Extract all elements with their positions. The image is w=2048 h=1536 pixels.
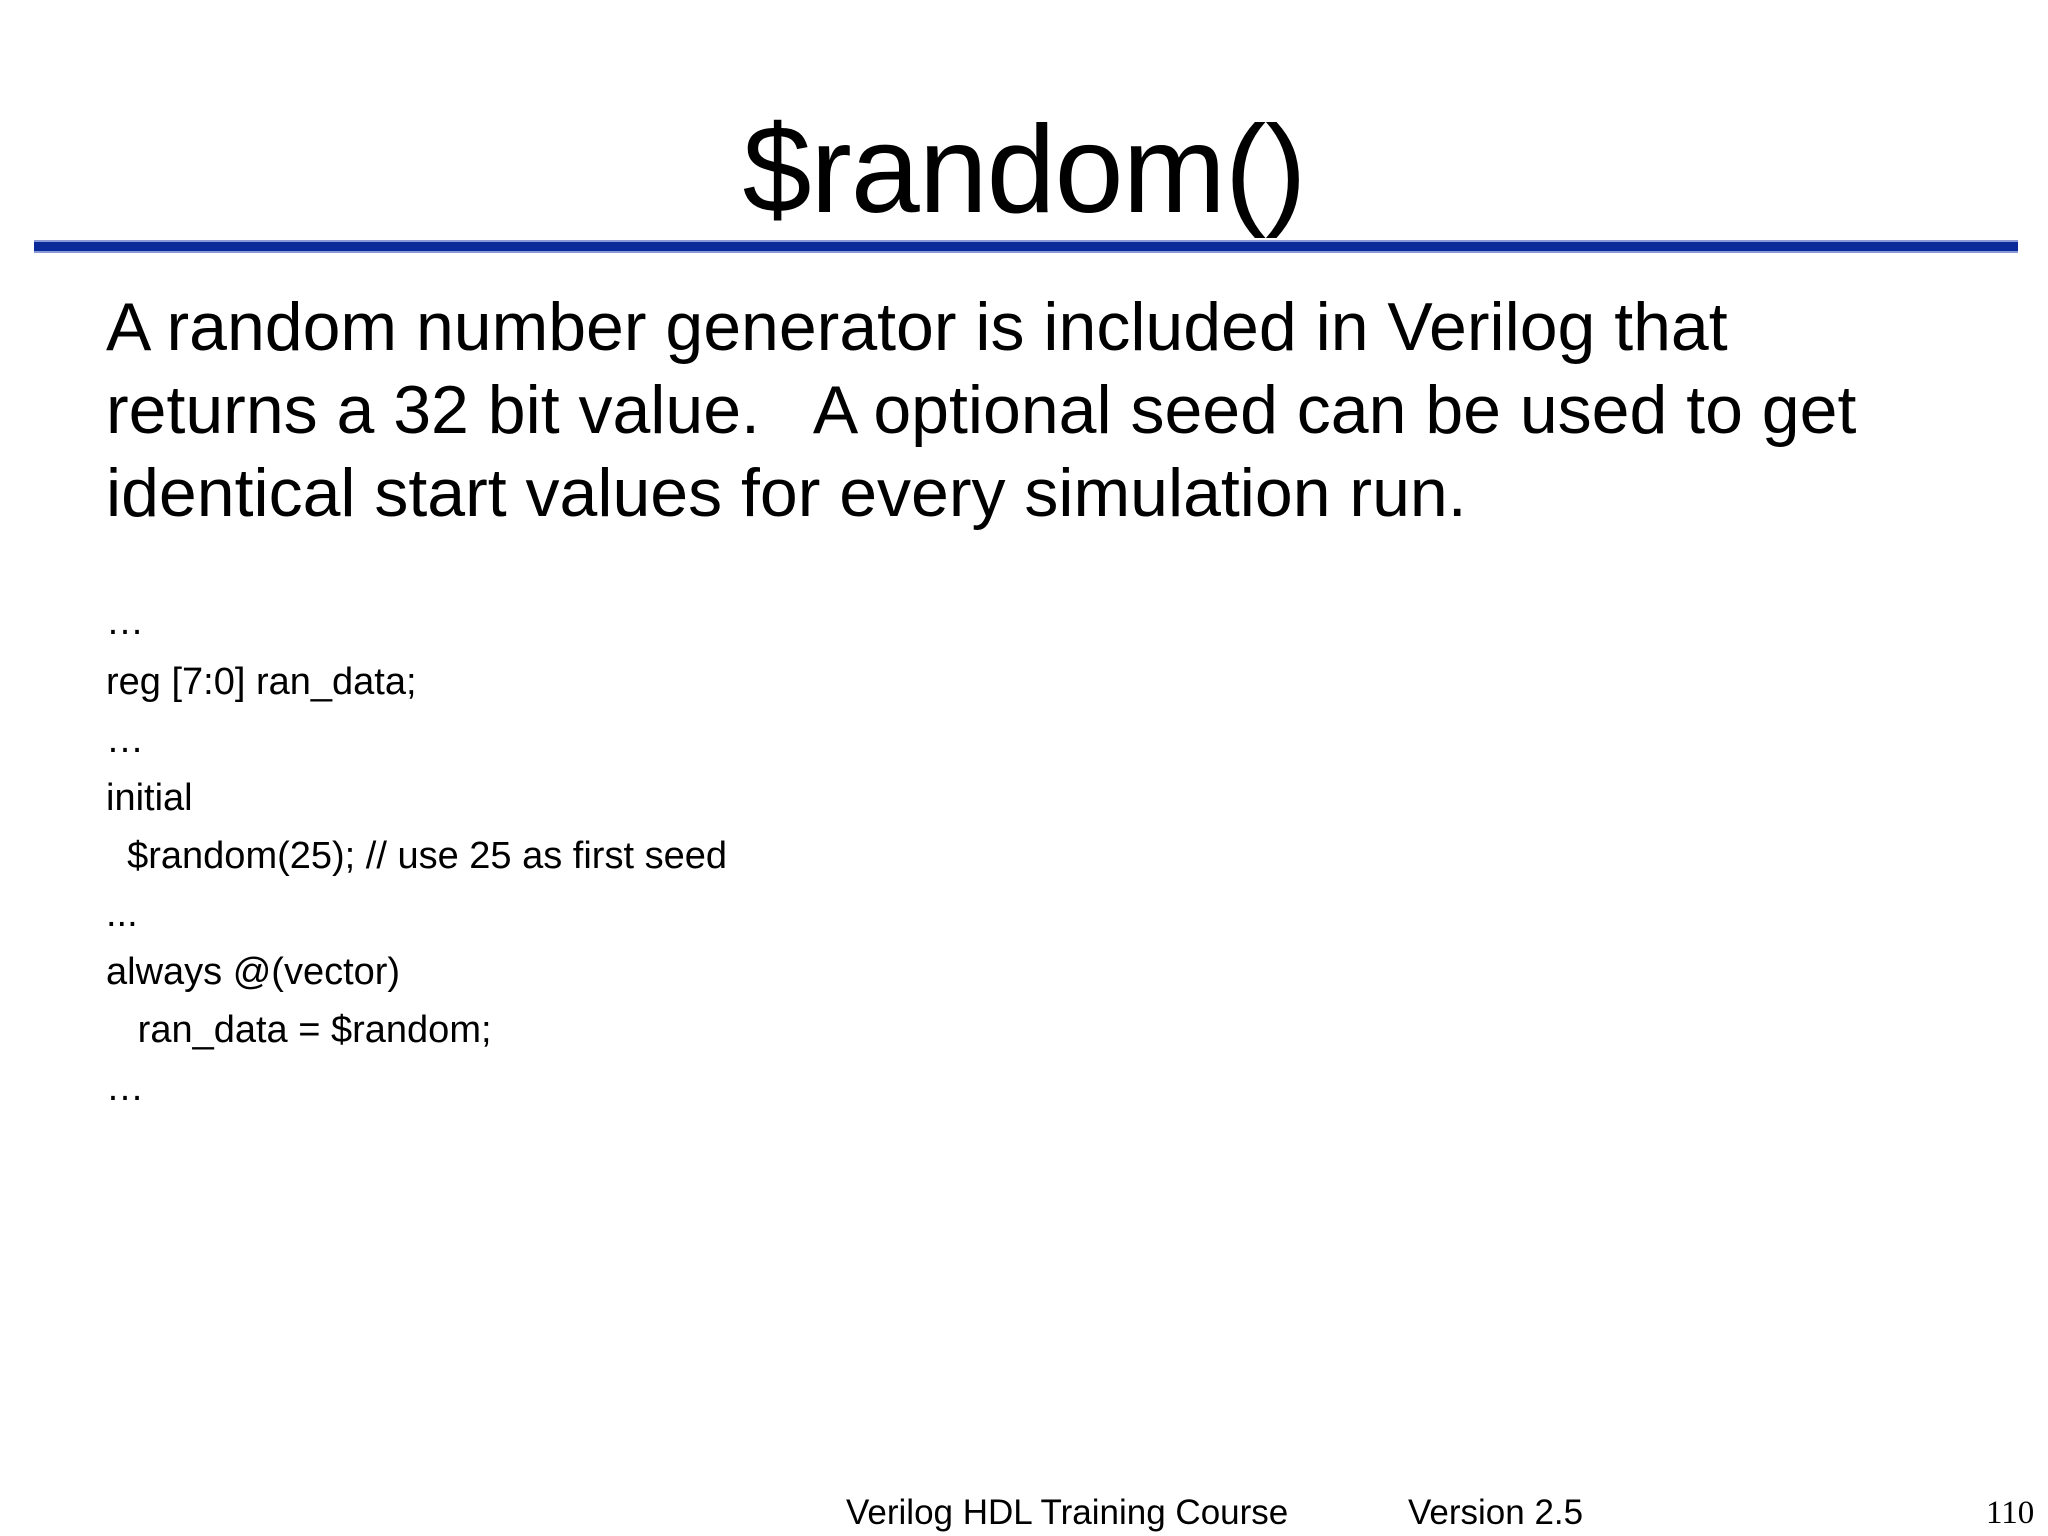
code-line: always @(vector) xyxy=(106,951,401,993)
body-paragraph xyxy=(106,286,1986,535)
slide-title: $random() xyxy=(742,101,1306,239)
code-line: … xyxy=(106,601,144,643)
code-line: ran_data = $random; xyxy=(106,1009,492,1051)
body-line: A random number generator is included in Verilog that xyxy=(106,289,1728,365)
code-line: … xyxy=(106,719,144,761)
code-line: $random(25); // use 25 as first seed xyxy=(106,835,727,877)
code-line: … xyxy=(106,1067,144,1109)
body-line: returns a 32 bit value. A optional seed can be used to get xyxy=(106,372,1857,448)
code-line: ... xyxy=(106,893,138,935)
footer-course-title: Verilog HDL Training Course xyxy=(846,1493,1289,1532)
code-line: reg [7:0] ran_data; xyxy=(106,661,417,703)
body-line: identical start values for every simulation run. xyxy=(106,455,1467,531)
title-divider xyxy=(34,240,2018,253)
footer-version: Version 2.5 xyxy=(1408,1493,1584,1532)
code-line: initial xyxy=(106,777,193,819)
page-number: 110 xyxy=(1986,1495,2035,1531)
